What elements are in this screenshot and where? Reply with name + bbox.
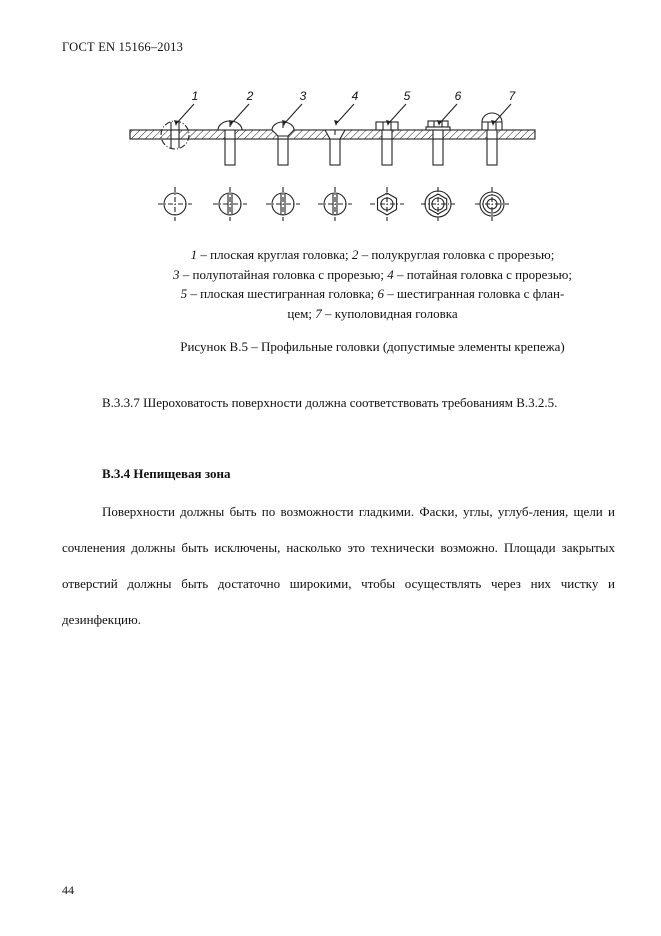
callout-leader	[231, 104, 249, 124]
legend-number: 4	[387, 266, 394, 282]
top-view-2	[213, 187, 247, 221]
legend-number: 5	[180, 286, 188, 301]
callout-label: 7	[508, 89, 516, 103]
page-number: 44	[62, 883, 74, 897]
callout-label: 2	[246, 89, 254, 103]
legend-number: 7	[315, 305, 322, 321]
top-view-3	[266, 187, 300, 221]
fastener-heads-figure	[120, 86, 540, 234]
callout-leader	[388, 104, 406, 124]
paragraph-b337	[62, 385, 615, 421]
callout-leader	[176, 104, 194, 124]
figure-callouts	[174, 89, 517, 126]
fastener-4	[325, 130, 345, 165]
top-view-5	[370, 187, 404, 221]
document-header: ГОСТ EN 15166–2013	[62, 40, 184, 54]
legend-number: 1	[190, 247, 198, 262]
fastener-3	[272, 122, 294, 165]
legend-text: – полупотайная головка с прорезью;	[179, 266, 388, 282]
fastener-top-views	[158, 187, 509, 221]
legend-text: цем;	[287, 305, 316, 321]
legend-text: – полукруглая головка с прорезью;	[358, 247, 555, 262]
legend-text: – шестигранная головка с флан-	[384, 286, 565, 301]
figure-caption: Рисунок В.5 – Профильные головки (допустимые элементы крепежа)	[180, 339, 565, 354]
callout-label: 3	[299, 89, 307, 103]
figure-legend	[120, 245, 625, 323]
top-view-6	[421, 187, 455, 221]
legend-text: – плоская шестигранная головка;	[187, 286, 378, 301]
legend-number: 3	[173, 266, 180, 282]
legend-text: – плоская круглая головка;	[197, 247, 352, 262]
legend-line	[120, 265, 625, 285]
legend-number: 6	[377, 286, 385, 301]
callout-leader	[284, 104, 302, 124]
fastener-5	[376, 122, 398, 165]
legend-text: – потайная головка с прорезью;	[393, 266, 572, 282]
callout-label: 4	[351, 89, 359, 103]
top-view-1	[158, 187, 192, 221]
paragraph-b34	[62, 494, 615, 638]
legend-line	[120, 284, 625, 304]
legend-line	[120, 304, 625, 324]
legend-text: – куполовидная головка	[321, 305, 458, 321]
top-view-7	[475, 187, 509, 221]
callout-label: 1	[191, 89, 199, 103]
paragraph-b337-text: В.3.3.7 Шероховатость поверхности должна соответствовать требованиям В.3.2.5.	[102, 395, 558, 410]
callout-label: 6	[454, 89, 462, 103]
callout-leader	[336, 104, 354, 124]
callout-label: 5	[403, 89, 411, 103]
section-heading-b34: В.3.4 Непищевая зона	[102, 466, 231, 481]
paragraph-b34-text: Поверхности должны быть по возможности гладкими. Фаски, углы, углуб-ления, щели и сочленения должны быть исключены, насколько это технически возможно. Площади закрытых отверстий должны быть достаточно широкими, чтобы осуществлять через них чистку и дезинфекцию.	[62, 504, 615, 627]
fastener-6	[426, 121, 450, 165]
top-view-4	[318, 187, 352, 221]
legend-number: 2	[351, 247, 359, 262]
legend-line	[120, 245, 625, 265]
fastener-2	[218, 121, 242, 165]
